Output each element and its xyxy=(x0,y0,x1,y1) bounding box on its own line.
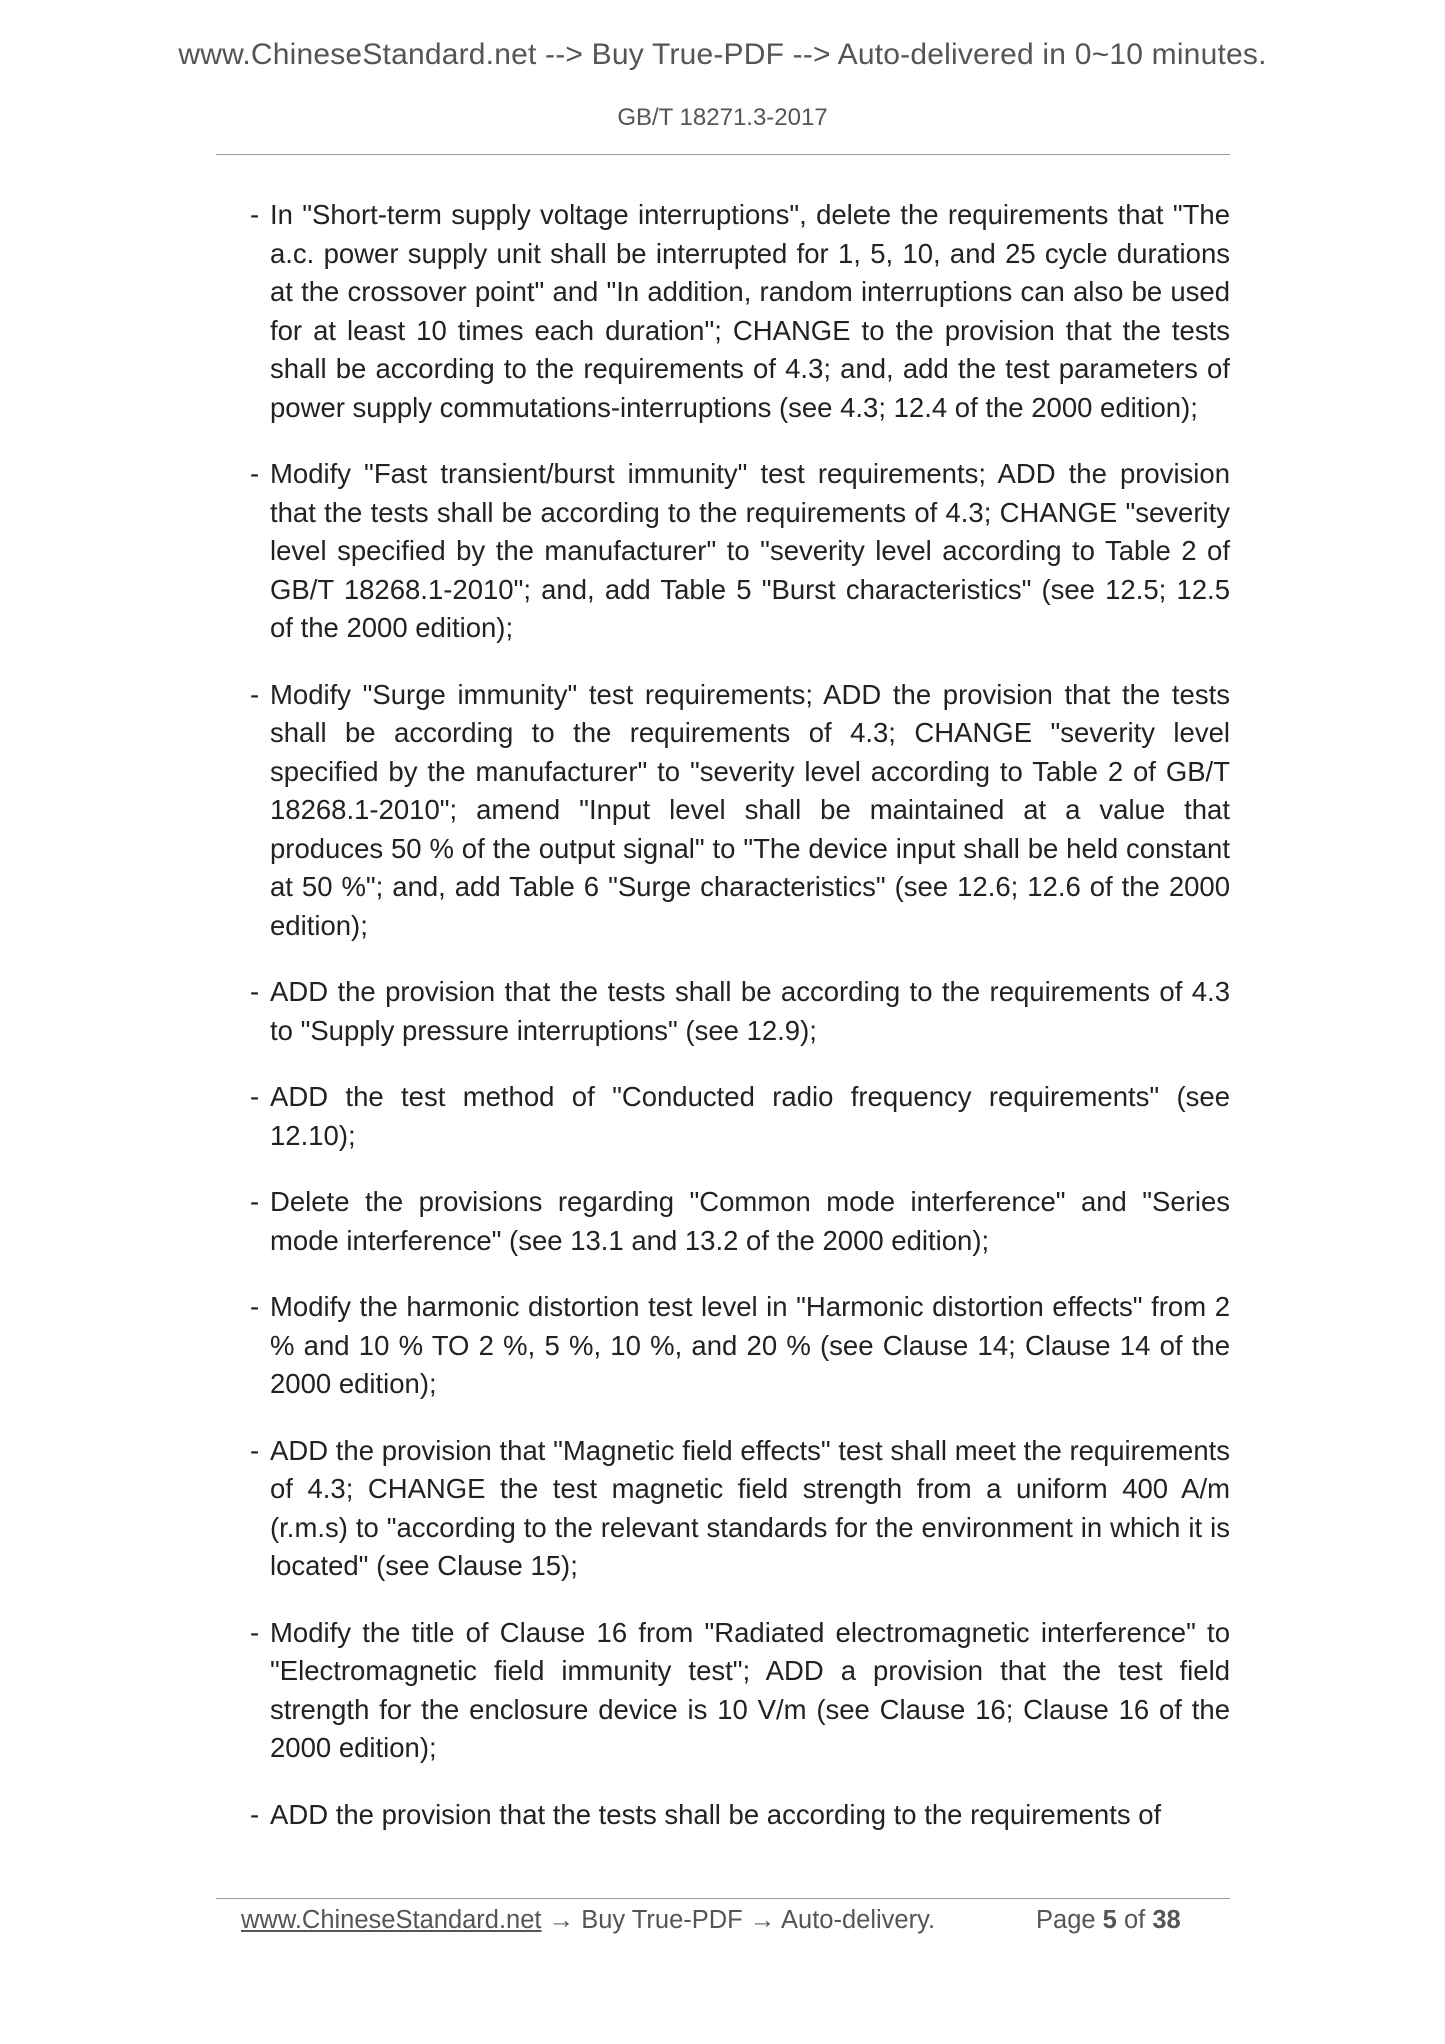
list-item xyxy=(250,1796,1230,1835)
list-item xyxy=(250,973,1230,1050)
arrow-right-icon: → xyxy=(749,1906,776,1934)
list-item xyxy=(250,196,1230,427)
bullet-dash: - xyxy=(250,199,260,230)
total-pages: 38 xyxy=(1152,1906,1181,1934)
page-label: Page xyxy=(1036,1906,1096,1934)
list-item-text: Modify the harmonic distortion test level in "Harmonic distortion effects" from 2 % and 10 % TO 2 %, 5 %, 10 %, and 20 % (see Clause 14; Clause 14 of the 2000 edition); xyxy=(270,1291,1230,1399)
footer-delivery-text: Auto-delivery. xyxy=(781,1906,936,1934)
bullet-dash: - xyxy=(250,1081,260,1112)
document-code: GB/T 18271.3-2017 xyxy=(617,104,828,131)
bullet-dash: - xyxy=(250,1291,260,1322)
bullet-dash: - xyxy=(250,678,260,710)
main-content xyxy=(250,196,1230,1862)
footer-divider xyxy=(216,1898,1230,1899)
list-item xyxy=(250,1614,1230,1768)
list-item-text: Delete the provisions regarding "Common mode interference" and "Series mode interference" (see 13.1 and 13.2 of the 2000 edition); xyxy=(270,1186,1230,1256)
arrow-right-icon: → xyxy=(548,1906,575,1934)
bullet-dash: - xyxy=(250,1434,260,1466)
page-footer xyxy=(241,1906,1201,1935)
list-item xyxy=(250,455,1230,648)
of-label: of xyxy=(1123,1906,1146,1934)
list-item xyxy=(250,1183,1230,1260)
bullet-dash: - xyxy=(250,1616,260,1648)
list-item xyxy=(250,1288,1230,1404)
page-number: 5 xyxy=(1102,1906,1117,1934)
bullet-dash: - xyxy=(250,1798,260,1830)
list-item-text: In "Short-term supply voltage interruptions", delete the requirements that "The a.c. power supply unit shall be interrupted for 1, 5, 10, and 25 cycle durations at the crossover point" and "In addition, random interruptions can also be used for at least 10 times each duration"; CHANGE to the provision that the tests shall be according to the requirements of 4.3; and, add the test parameters of power supply commutations-interruptions (see 4.3; 12.4 of the 2000 edition); xyxy=(270,199,1230,423)
footer-site-link[interactable]: www.ChineseStandard.net xyxy=(241,1906,542,1934)
list-item xyxy=(250,1432,1230,1586)
list-item-text: ADD the test method of "Conducted radio frequency requirements" (see 12.10); xyxy=(270,1081,1230,1151)
list-item-text: ADD the provision that the tests shall be according to the requirements of 4.3 to "Supply pressure interruptions" (see 12.9); xyxy=(270,976,1230,1046)
header-divider xyxy=(216,154,1230,155)
list-item-text: ADD the provision that "Magnetic field effects" test shall meet the requirements of 4.3; CHANGE the test magnetic field strength from a uniform 400 A/m (r.m.s) to "according to the relevant standards for the environment in which it is located" (see Clause 15); xyxy=(270,1434,1230,1581)
bullet-dash: - xyxy=(250,458,260,489)
list-item xyxy=(250,676,1230,946)
top-banner: www.ChineseStandard.net --> Buy True-PDF --> Auto-delivered in 0~10 minutes. xyxy=(178,38,1267,71)
list-item xyxy=(250,1078,1230,1155)
list-item-text: ADD the provision that the tests shall be according to the requirements of xyxy=(270,1798,1162,1830)
bullet-dash: - xyxy=(250,976,260,1007)
page-indicator xyxy=(1036,1906,1181,1935)
bullet-dash: - xyxy=(250,1186,260,1217)
footer-buy-text: Buy True-PDF xyxy=(581,1906,743,1934)
list-item-text: Modify "Surge immunity" test requirements; ADD the provision that the tests shall be according to the requirements of 4.3; CHANGE "severity level specified by the manufacturer" to "severity level according to Table 2 of GB/T 18268.1-2010"; amend "Input level shall be maintained at a value that produces 50 % of the output signal" to "The device input shall be held constant at 50 %"; and, add Table 6 "Surge characteristics" (see 12.6; 12.6 of the 2000 edition); xyxy=(270,678,1230,941)
list-item-text: Modify "Fast transient/burst immunity" test requirements; ADD the provision that the tests shall be according to the requirements of 4.3; CHANGE "severity level specified by the manufacturer" to "severity level according to Table 2 of GB/T 18268.1-2010"; and, add Table 5 "Burst characteristics" (see 12.5; 12.5 of the 2000 edition); xyxy=(270,458,1230,643)
list-item-text: Modify the title of Clause 16 from "Radiated electromagnetic interference" to "Electromagnetic field immunity test"; ADD a provision that the test field strength for the enclosure device is 10 V/m (see Clause 16; Clause 16 of the 2000 edition); xyxy=(270,1616,1230,1763)
